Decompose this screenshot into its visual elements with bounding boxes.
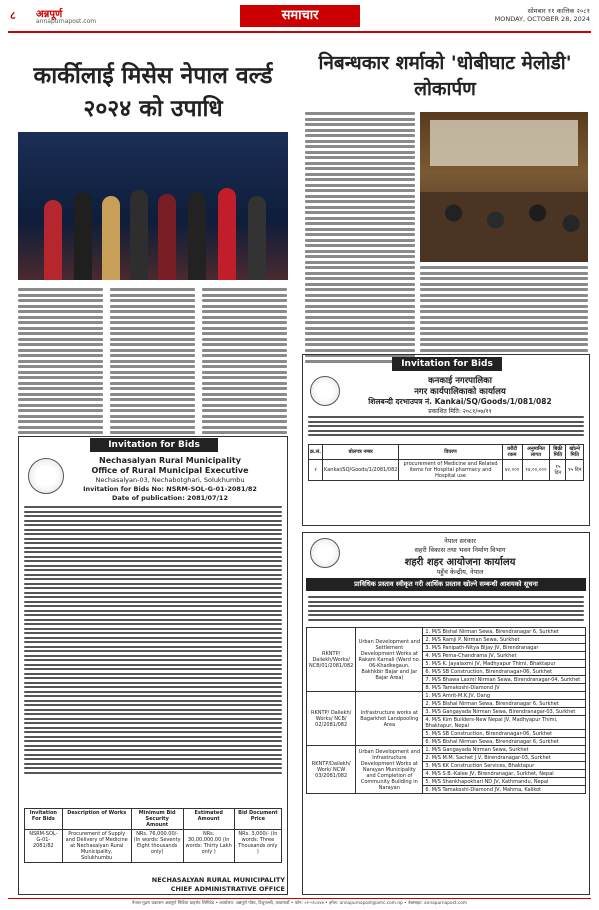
notice-office: शहरी शहर आयोजना कार्यालय	[404, 557, 516, 568]
table-cell: NSRM-SOL-G-01-2081/82	[25, 830, 63, 863]
table-cell: 6. M/S Tamakoshi-Diamond JV, Mahma, Kalikot	[423, 786, 586, 794]
bid-heading: Invitation for Bids	[90, 438, 218, 452]
col-header: धरौटी रकम	[502, 445, 522, 460]
table-cell: NRs. 76,000.00/- (In words: Seventy Eight thousands only)	[131, 830, 183, 863]
pageant-photo[interactable]	[18, 132, 288, 280]
bid-address: Nechasalyan-03, Nechabotghari, Solukhumbu	[95, 476, 245, 484]
table-cell: Urban Development and Settlement Development Works at Rakam Karnali (Ward no. 06-Khadkegaun, Bakhkbir Bajar and Jar Bajar Area)	[356, 628, 423, 692]
table-cell: १४,००,०००	[522, 460, 550, 481]
left-story-body	[18, 288, 288, 428]
date-nepali: सोमबार ११ कात्तिक २०८१	[527, 7, 590, 15]
table-cell: 5. M/S K. Jayalaxmi JV, Madhyapur Thimi, Bhaktapur	[423, 660, 586, 668]
table-cell: Procurement of Supply and Delivery of Medicine at Nechasalyan Rural Municipality, Solukhumbu	[62, 830, 131, 863]
bid-footer-org: NECHASALYAN RURAL MUNICIPALITY	[151, 876, 285, 884]
emblem-icon	[310, 376, 340, 406]
brand-logo[interactable]: अन्नपूर्ण	[36, 9, 63, 20]
col-header: Invitation For Bids	[25, 809, 63, 830]
col-header: Minimum Bid Security Amount	[131, 809, 183, 830]
notice-body-text	[308, 596, 584, 624]
right-story-body-continued	[420, 266, 588, 348]
date-english: MONDAY, OCTOBER 28, 2024	[494, 15, 590, 23]
notice-location: पहुँच केन्द्रीय, नेपाल	[436, 568, 484, 576]
table-cell: ४२,०००	[502, 460, 522, 481]
table-cell: 8. M/S Tamakoshi-Diamond JV	[423, 684, 586, 692]
brand-url[interactable]: annapurnapost.com	[36, 18, 97, 25]
table-row	[25, 830, 282, 863]
col-header: Bid Document Price	[234, 809, 281, 830]
table-cell: १	[309, 460, 323, 481]
table-cell: 3. M/S KK Construction Services, Bhaktapur	[423, 762, 586, 770]
col-header: Description of Works	[62, 809, 131, 830]
table-cell: 7. M/S Bhawa Laxmi Nirman Sewa, Birendranagar-04, Surkhet	[423, 676, 586, 684]
left-story-title[interactable]: कार्कीलाई मिसेस नेपाल वर्ल्ड २०२४ को उपाधि	[33, 63, 273, 122]
notice-dept: सहरी विकास तथा भवन निर्माण विभाग	[414, 546, 506, 554]
bid-footer-office: CHIEF ADMINISTRATIVE OFFICE	[170, 885, 285, 893]
emblem-icon	[310, 538, 340, 568]
table-row	[307, 746, 586, 754]
table-cell: Infrastructure works at Bagarkhot Landpooling Area	[356, 692, 423, 746]
table-cell: 6. M/S Bishal Nirman Sewa, Birendranagar 6, Surkhet	[423, 738, 586, 746]
table-cell: 3. M/S Panipath-Nitya Bijay JV, Birendranagar	[423, 644, 586, 652]
bid-office-name: कनकाई नगरपालिका	[428, 376, 492, 386]
bid-table	[308, 444, 584, 481]
table-cell: १५ दिन	[550, 460, 566, 481]
table-cell: 2. M/S M.M. Sachet J V, Birendranagar-03, Surkhet	[423, 754, 586, 762]
header-rule	[8, 31, 591, 33]
table-cell: 5. M/S Shankhapokhari ND JV, Kathmandu, Nepal	[423, 778, 586, 786]
notice-gov: नेपाल सरकार	[444, 537, 476, 545]
bid-body-text	[24, 506, 282, 804]
bid-office-subtitle: Office of Rural Municipal Executive	[91, 466, 249, 475]
page-number: ८	[10, 9, 16, 22]
table-cell: 4. M/S Pema-Chandrama JV, Surkhet	[423, 652, 586, 660]
table-row	[307, 628, 586, 636]
book-launch-photo[interactable]	[420, 112, 588, 262]
table-cell: NRs. 30,00,000.00 (In words: Thirty Lakh only )	[183, 830, 234, 863]
col-header: क्र.सं.	[309, 445, 323, 460]
col-header: खोल्ने मिति	[566, 445, 584, 460]
bid-office-name: Nechasalyan Rural Municipality	[99, 456, 241, 465]
section-tab[interactable]: समाचार	[240, 5, 360, 27]
bid-table	[24, 808, 282, 863]
col-header: बोलपत्र नम्बर	[323, 445, 399, 460]
table-cell: 1. M/S Bishal Nirman Sewa, Birendranagar 6, Surkhet	[423, 628, 586, 636]
bid-date: Date of publication: 2081/07/12	[112, 494, 228, 502]
table-cell: १५ दिन	[566, 460, 584, 481]
table-cell: 5. M/S SB Construction, Birendranagar-06, Surkhet	[423, 730, 586, 738]
bid-body-text	[308, 416, 584, 440]
col-header: अनुमानित लागत	[522, 445, 550, 460]
table-row	[309, 460, 584, 481]
table-cell: RKNTP/ Dailekh/Works/ NCB/01/2081/082	[307, 628, 356, 692]
table-cell: Urban Development and Infrastructure Development Works at Narayan Municipality and Completion of Community Building in Narayan	[356, 746, 423, 794]
right-story-title[interactable]: निबन्धकार शर्माको 'धोबीघाट मेलोडी' लोकार्पण	[318, 52, 572, 100]
table-cell: 1. M/S Gangayada Nirman Sewa, Surkhet	[423, 746, 586, 754]
notice-table	[306, 627, 586, 794]
col-header: विवरण	[399, 445, 502, 460]
table-cell: NRs. 3,000/- (In words: Three Thousands only )	[234, 830, 281, 863]
right-story-body	[305, 112, 415, 348]
table-cell: 6. M/S SB Construction, Birendranagar-06, Surkhet	[423, 668, 586, 676]
bid-heading: Invitation for Bids	[392, 357, 502, 371]
table-cell: procurement of Medicine and Related items for Hospital pharmacy and Hospital use	[399, 460, 502, 481]
bid-number: शिलबन्दी दरभाउपत्र नं. Kankai/SQ/Goods/1/081/082	[368, 397, 552, 406]
table-cell: 4. M/S Kim Builders-New Nepal JV, Madhyapur Thimi, Bhaktapur, Nepal	[423, 716, 586, 730]
footer-imprint: नेपाल मुद्रण प्रकाशन अन्नपूर्ण मिडिया प्राइभेट लिमिटेड • कार्यालय: अन्नपूर्ण पोस्ट, टिचुगल्ली, काठमाडौं • फोन: ०१-५१८४४४ • इमेल: annapurnapost@amc.com.np • वेबसाइट: annapurnapost.com	[131, 901, 468, 906]
emblem-icon	[28, 458, 64, 494]
notice-title-bar: प्राविधिक प्रस्ताव स्वीकृत गरी आर्थिक प्रस्ताव खोल्ने सम्बन्धी आशयको सूचना	[306, 578, 586, 591]
bid-date: प्रकाशित मिति: २०८१/०७/११	[428, 408, 492, 415]
bid-number: Invitation for Bids No: NSRM-SOL-G-01-2081/82	[83, 485, 257, 493]
table-cell: RKNTP/Dailekh/ Work/ NCW 03/2081/082	[307, 746, 356, 794]
col-header: बिक्री मिति	[550, 445, 566, 460]
table-cell: Kankai/SQ/Goods/1/2081/082	[323, 460, 399, 481]
table-cell: 1. M/S Amrit-M.K.JV, Dang	[423, 692, 586, 700]
table-row	[307, 692, 586, 700]
table-cell: 2. M/S Ramji P. Nirman Sewa, Surkhet	[423, 636, 586, 644]
table-cell: 4. M/S S.B.-Kalee JV, Birendranagar, Surkhet, Nepal	[423, 770, 586, 778]
bid-office-subtitle: नगर कार्यपालिकाको कार्यालय	[414, 387, 506, 397]
col-header: Estimated Amount	[183, 809, 234, 830]
table-cell: 3. M/S Gangayada Nirman Sewa, Birendranagar-03, Surkhet	[423, 708, 586, 716]
table-cell: RKNTP/ Dailekh/ Works/ NCB/ 02/2081/082	[307, 692, 356, 746]
table-cell: 2. M/S Bishal Nirman Sewa, Birendranagar 6, Surkhet	[423, 700, 586, 708]
